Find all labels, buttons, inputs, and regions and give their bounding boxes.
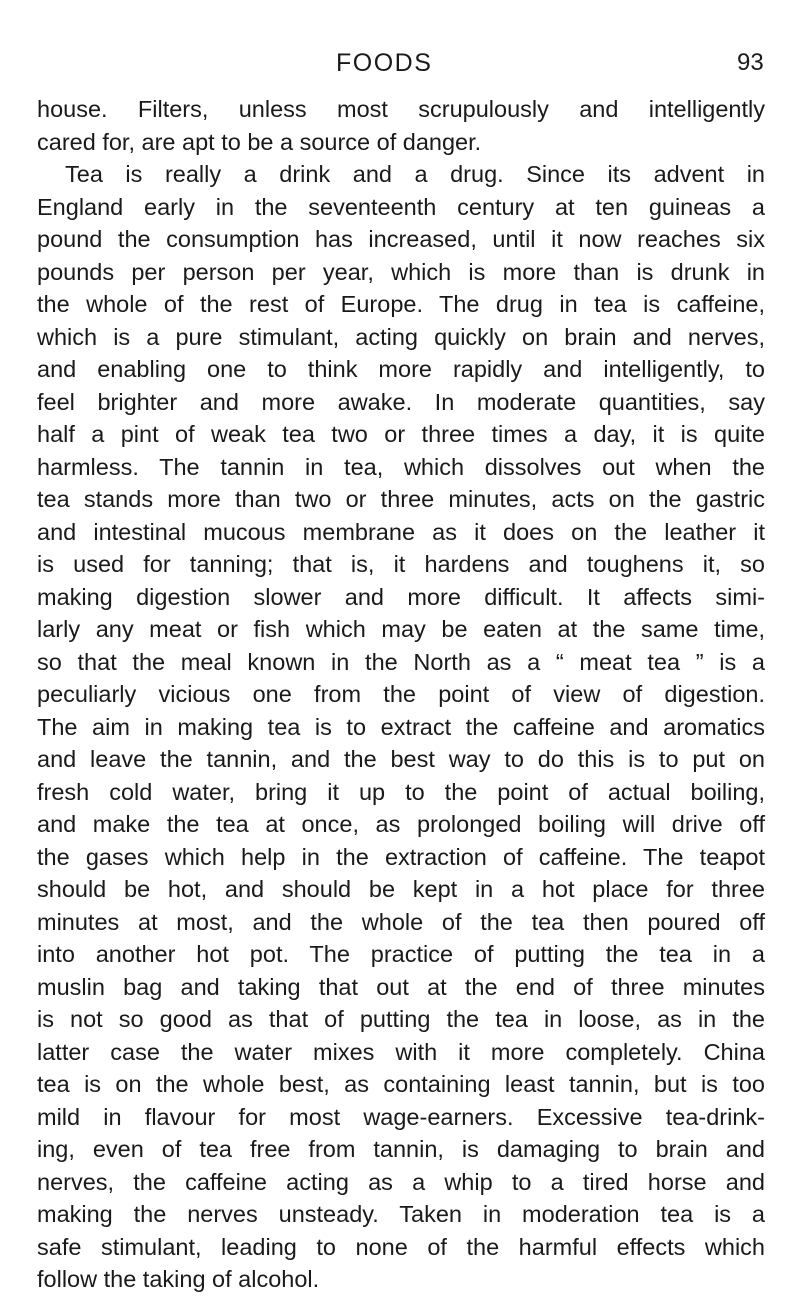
text-line: safe stimulant, leading to none of the harmful effects which — [37, 1233, 765, 1260]
text-line: and enabling one to think more rapidly and intelligently, to — [37, 356, 765, 382]
text-line: the whole of the rest of Europe. The drug in tea is caffeine, — [37, 291, 765, 317]
text-line: mild in flavour for most wage-earners. Excessive tea-drink- — [37, 1103, 765, 1130]
text-line: ing, even of tea free from tannin, is damaging to brain and — [37, 1136, 765, 1162]
text-line: tea is on the whole best, as containing least tannin, but is too — [37, 1071, 765, 1097]
text-line: is not so good as that of putting the tea in loose, as in the — [37, 1006, 765, 1032]
text-line: muslin bag and taking that out at the end of three minutes — [37, 973, 765, 1000]
text-line: larly any meat or fish which may be eaten at the same time, — [37, 616, 765, 642]
text-line: and leave the tannin, and the best way to do this is to put on — [37, 746, 765, 772]
text-line: into another hot pot. The practice of putting the tea in a — [37, 941, 765, 967]
text-line: so that the meal known in the North as a “ meat tea ” is a — [37, 648, 765, 675]
text-line: Tea is really a drink and a drug. Since its advent in — [65, 161, 765, 187]
text-line: half a pint of weak tea two or three times a day, it is quite — [37, 421, 765, 447]
body-text — [37, 93, 765, 1296]
text-line: should be hot, and should be kept in a hot place for three — [37, 876, 765, 902]
text-line: feel brighter and more awake. In moderate quantities, say — [37, 388, 765, 415]
text-line: and make the tea at once, as prolonged boiling will drive off — [37, 811, 765, 837]
text-line: England early in the seventeenth century at ten guineas a — [37, 193, 765, 220]
text-line: is used for tanning; that is, it hardens and toughens it, so — [37, 551, 765, 577]
text-line: making digestion slower and more difficult. It affects simi- — [37, 583, 765, 610]
text-line: nerves, the caffeine acting as a whip to a tired horse and — [37, 1168, 765, 1195]
text-line: making the nerves unsteady. Taken in moderation tea is a — [37, 1201, 765, 1227]
text-line: latter case the water mixes with it more completely. China — [37, 1038, 765, 1065]
text-line: fresh cold water, bring it up to the point of actual boiling, — [37, 778, 765, 805]
text-line: harmless. The tannin in tea, which dissolves out when the — [37, 453, 765, 480]
text-line: peculiarly vicious one from the point of view of digestion. — [37, 681, 765, 707]
text-line: follow the taking of alcohol. — [37, 1266, 320, 1292]
chapter-title: FOODS — [336, 49, 433, 77]
page-number: 93 — [737, 49, 764, 76]
text-line: minutes at most, and the whole of the tea then poured off — [37, 908, 765, 935]
text-line: house. Filters, unless most scrupulously and intelligently — [37, 96, 765, 122]
text-line: pound the consumption has increased, until it now reaches six — [37, 226, 765, 252]
text-line: tea stands more than two or three minutes, acts on the gastric — [37, 486, 765, 512]
running-head — [0, 46, 801, 80]
text-line: and intestinal mucous membrane as it does on the leather it — [37, 518, 765, 545]
text-line: which is a pure stimulant, acting quickly on brain and nerves, — [37, 323, 765, 350]
text-line: the gases which help in the extraction of caffeine. The teapot — [37, 843, 765, 870]
text-line: The aim in making tea is to extract the caffeine and aromatics — [37, 713, 765, 740]
text-line: pounds per person per year, which is more than is drunk in — [37, 258, 765, 285]
text-line: cared for, are apt to be a source of danger. — [37, 128, 482, 155]
